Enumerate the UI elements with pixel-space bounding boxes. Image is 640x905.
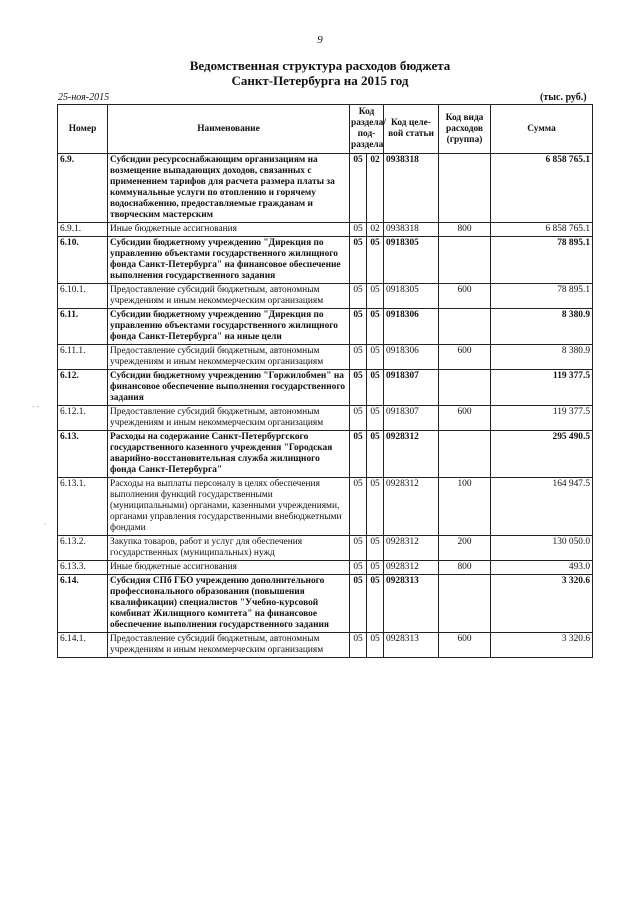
cell-number: 6.11.1.	[58, 345, 108, 370]
table-body	[58, 154, 593, 658]
cell-name: Предоставление субсидий бюджетным, автономным учреждениям и иным некоммерческим организациям	[108, 345, 350, 370]
cell-razdel: 05	[350, 309, 367, 345]
table-row	[58, 309, 593, 345]
cell-sum: 8 380.9	[491, 345, 593, 370]
cell-sum: 164 947.5	[491, 478, 593, 536]
cell-razdel: 05	[350, 223, 367, 237]
cell-sum: 3 320.6	[491, 575, 593, 633]
cell-name: Закупка товаров, работ и услуг для обеспечения государственных (муниципальных) нужд	[108, 536, 350, 561]
cell-statya: 0938318	[384, 154, 439, 223]
cell-statya: 0928312	[384, 536, 439, 561]
cell-vid	[439, 237, 491, 284]
cell-razdel: 05	[350, 633, 367, 658]
cell-number: 6.12.1.	[58, 406, 108, 431]
cell-podrazdel: 05	[367, 284, 384, 309]
cell-podrazdel: 05	[367, 575, 384, 633]
cell-statya: 0928313	[384, 633, 439, 658]
table-row	[58, 406, 593, 431]
cell-number: 6.13.3.	[58, 561, 108, 575]
cell-number: 6.13.	[58, 431, 108, 478]
header-statya: Код целе- вой статьи	[384, 105, 439, 154]
cell-vid: 200	[439, 536, 491, 561]
cell-podrazdel: 05	[367, 309, 384, 345]
cell-number: 6.14.1.	[58, 633, 108, 658]
margin-mark: ·	[44, 520, 47, 529]
document-date: 25-ноя-2015	[58, 92, 110, 103]
table-row	[58, 575, 593, 633]
cell-statya: 0918306	[384, 309, 439, 345]
cell-name: Предоставление субсидий бюджетным, автономным учреждениям и иным некоммерческим организациям	[108, 633, 350, 658]
table-row	[58, 345, 593, 370]
cell-sum: 493.0	[491, 561, 593, 575]
cell-name: Субсидии бюджетному учреждению "Дирекция по управлению объектами государственного жилищного фонда Санкт-Петербурга" на иные цели	[108, 309, 350, 345]
cell-razdel: 05	[350, 575, 367, 633]
header-vid: Код вида расходов (группа)	[439, 105, 491, 154]
cell-statya: 0918305	[384, 237, 439, 284]
cell-razdel: 05	[350, 345, 367, 370]
cell-podrazdel: 05	[367, 478, 384, 536]
cell-vid	[439, 431, 491, 478]
budget-table	[57, 104, 593, 658]
cell-name: Иные бюджетные ассигнования	[108, 223, 350, 237]
cell-sum: 6 858 765.1	[491, 223, 593, 237]
table-row	[58, 370, 593, 406]
cell-number: 6.12.	[58, 370, 108, 406]
cell-vid: 800	[439, 561, 491, 575]
cell-razdel: 05	[350, 478, 367, 536]
cell-razdel: 05	[350, 406, 367, 431]
cell-name: Расходы на содержание Санкт-Петербургского государственного казенного учреждения "Городская аварийно-восстановительная служба жилищного фонда Санкт-Петербурга"	[108, 431, 350, 478]
cell-sum: 119 377.5	[491, 370, 593, 406]
cell-statya: 0928312	[384, 561, 439, 575]
cell-statya: 0918305	[384, 284, 439, 309]
header-sum: Сумма	[491, 105, 593, 154]
cell-razdel: 05	[350, 370, 367, 406]
cell-statya: 0928312	[384, 431, 439, 478]
cell-name: Субсидии бюджетному учреждению "Горжилобмен" на финансовое обеспечение выполнения государственного задания	[108, 370, 350, 406]
cell-sum: 8 380.9	[491, 309, 593, 345]
table-header-row	[58, 105, 593, 154]
cell-podrazdel: 05	[367, 370, 384, 406]
cell-statya: 0918306	[384, 345, 439, 370]
cell-podrazdel: 05	[367, 345, 384, 370]
cell-podrazdel: 05	[367, 406, 384, 431]
cell-podrazdel: 05	[367, 561, 384, 575]
cell-razdel: 05	[350, 561, 367, 575]
cell-sum: 78 895.1	[491, 237, 593, 284]
cell-razdel: 05	[350, 431, 367, 478]
cell-number: 6.13.2.	[58, 536, 108, 561]
document-title	[0, 58, 640, 88]
cell-podrazdel: 02	[367, 223, 384, 237]
cell-statya: 0918307	[384, 406, 439, 431]
cell-number: 6.14.	[58, 575, 108, 633]
cell-vid	[439, 154, 491, 223]
cell-vid	[439, 370, 491, 406]
cell-vid: 600	[439, 345, 491, 370]
cell-statya: 0938318	[384, 223, 439, 237]
page-number: 9	[317, 34, 323, 46]
cell-sum: 119 377.5	[491, 406, 593, 431]
cell-sum: 3 320.6	[491, 633, 593, 658]
cell-vid: 600	[439, 284, 491, 309]
cell-sum: 295 490.5	[491, 431, 593, 478]
cell-number: 6.10.	[58, 237, 108, 284]
cell-statya: 0928313	[384, 575, 439, 633]
cell-name: Субсидии ресурсоснабжающим организациям на возмещение выпадающих доходов, связанных с применением тарифов для расчета размера платы за коммунальные услуги по отоплению и горячему водоснабжению, предоставляемые гражданам и творческим мастерским	[108, 154, 350, 223]
cell-statya: 0918307	[384, 370, 439, 406]
table-row	[58, 478, 593, 536]
table-row	[58, 223, 593, 237]
title-line-1: Ведомственная структура расходов бюджета	[189, 58, 451, 73]
cell-podrazdel: 05	[367, 633, 384, 658]
cell-podrazdel: 05	[367, 431, 384, 478]
cell-statya: 0928312	[384, 478, 439, 536]
cell-razdel: 05	[350, 536, 367, 561]
cell-name: Субсидии бюджетному учреждению "Дирекция по управлению объектами государственного жилищного фонда Санкт-Петербурга" на финансовое обеспечение выполнения государственного задания	[108, 237, 350, 284]
table-row	[58, 536, 593, 561]
cell-sum: 130 050.0	[491, 536, 593, 561]
cell-vid	[439, 575, 491, 633]
cell-name: Субсидия СПб ГБО учреждению дополнительного профессионального образования (повышения квалификации) специалистов "Учебно-курсовой комбинат Жилищного комитета" на финансовое обеспечение выполнения государственного задания	[108, 575, 350, 633]
cell-razdel: 05	[350, 284, 367, 309]
cell-vid: 100	[439, 478, 491, 536]
cell-sum: 78 895.1	[491, 284, 593, 309]
table-row	[58, 284, 593, 309]
cell-number: 6.13.1.	[58, 478, 108, 536]
header-razdel: Код раздела/ под- раздела	[350, 105, 384, 154]
table-row	[58, 431, 593, 478]
header-num: Номер	[58, 105, 108, 154]
cell-number: 6.9.	[58, 154, 108, 223]
units-label: (тыс. руб.)	[540, 92, 587, 103]
cell-podrazdel: 02	[367, 154, 384, 223]
cell-podrazdel: 05	[367, 536, 384, 561]
cell-name: Предоставление субсидий бюджетным, автономным учреждениям и иным некоммерческим организациям	[108, 406, 350, 431]
cell-number: 6.9.1.	[58, 223, 108, 237]
title-line-2: Санкт-Петербурга на 2015 год	[231, 73, 409, 88]
table-row	[58, 154, 593, 223]
cell-vid: 600	[439, 406, 491, 431]
table-row	[58, 561, 593, 575]
cell-vid: 600	[439, 633, 491, 658]
cell-name: Иные бюджетные ассигнования	[108, 561, 350, 575]
cell-name: Расходы на выплаты персоналу в целях обеспечения выполнения функций государственными (муниципальными) органами, казенными учреждениями, органами управления государственными внебюджетными фондами	[108, 478, 350, 536]
margin-mark: - -	[32, 402, 40, 411]
cell-vid: 800	[439, 223, 491, 237]
cell-number: 6.10.1.	[58, 284, 108, 309]
table-row	[58, 633, 593, 658]
cell-razdel: 05	[350, 154, 367, 223]
cell-vid	[439, 309, 491, 345]
cell-razdel: 05	[350, 237, 367, 284]
cell-number: 6.11.	[58, 309, 108, 345]
cell-sum: 6 858 765.1	[491, 154, 593, 223]
header-name: Наименование	[108, 105, 350, 154]
cell-name: Предоставление субсидий бюджетным, автономным учреждениям и иным некоммерческим организациям	[108, 284, 350, 309]
table-row	[58, 237, 593, 284]
cell-podrazdel: 05	[367, 237, 384, 284]
